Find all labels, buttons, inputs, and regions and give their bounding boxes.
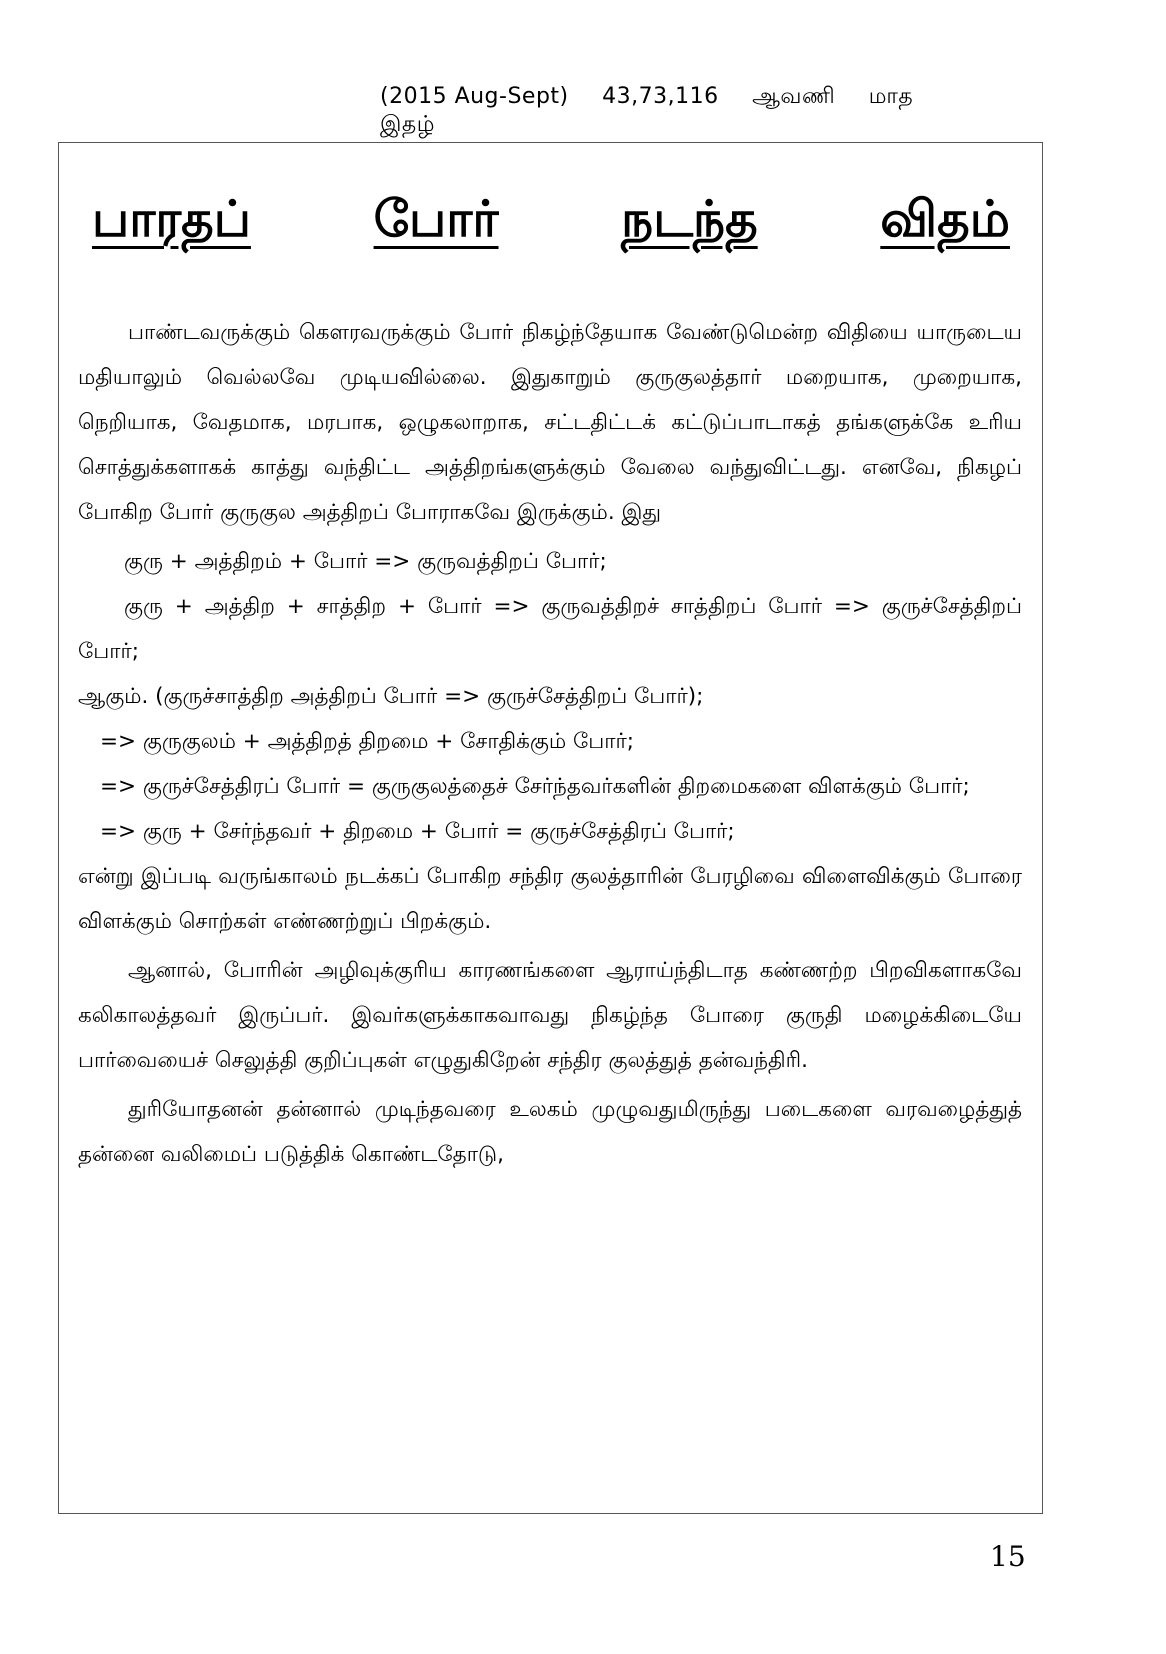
title-word-1: பாரதப் bbox=[92, 190, 251, 248]
issue-date: (2015 Aug-Sept) bbox=[380, 84, 569, 109]
paragraph-3: ஆனால், போரின் அழிவுக்குரிய காரணங்களை ஆராய்ந்திடாத கண்ணற்ற பிறவிகளாகவே கலிகாலத்தவர் இருப்பர். இவர்களுக்காகவாவது நிகழ்ந்த போரை குருதி மழைக்கிடையே பார்வையைச் செலுத்தி குறிப்புகள் எழுதுகிறேன் சந்திர குலத்துத் தன்வந்திரி. bbox=[78, 958, 1022, 1073]
article-title bbox=[92, 190, 1010, 255]
issue-label-magazine: இதழ் bbox=[380, 112, 435, 137]
derivation-line-6: => குரு + சேர்ந்தவர் + திறமை + போர் = குருச்சேத்திரப் போர்; bbox=[100, 819, 735, 844]
derivation-line-2: குரு + அத்திற + சாத்திற + போர் => குருவத்திறச் சாத்திறப் போர் => குருச்சேத்திறப் போர்; bbox=[78, 594, 1022, 664]
title-word-2: போர் bbox=[373, 190, 499, 248]
issue-header bbox=[380, 84, 1020, 140]
issue-label-monthly: மாத bbox=[868, 84, 914, 109]
derivation-line-4: => குருகுலம் + அத்திறத் திறமை + சோதிக்கும் போர்; bbox=[100, 729, 635, 754]
paragraph-1: பாண்டவருக்கும் கௌரவருக்கும் போர் நிகழ்ந்தேயாக வேண்டுமென்ற விதியை யாருடைய மதியாலும் வெல்லவே முடியவில்லை. இதுகாறும் குருகுலத்தார் மறையாக, முறையாக, நெறியாக, வேதமாக, மரபாக, ஒழுகலாறாக, சட்டதிட்டக் கட்டுப்பாடாகத் தங்களுக்கே உரிய சொத்துக்களாகக் காத்து வந்திட்ட அத்திறங்களுக்கும் வேலை வந்துவிட்டது. எனவே, நிகழப் போகிற போர் குருகுல அத்திறப் போராகவே இருக்கும். இது bbox=[78, 320, 1022, 525]
issue-month: ஆவணி bbox=[752, 84, 836, 109]
issue-number: 43,73,116 bbox=[602, 84, 719, 109]
page-number: 15 bbox=[990, 1540, 1026, 1573]
title-word-3: நடந்த bbox=[621, 190, 758, 248]
derivation-line-5: => குருச்சேத்திரப் போர் = குருகுலத்தைச் சேர்ந்தவர்களின் திறமைகளை விளக்கும் போர்; bbox=[100, 774, 970, 799]
paragraph-2: என்று இப்படி வருங்காலம் நடக்கப் போகிற சந்திர குலத்தாரின் பேரழிவை விளைவிக்கும் போரை விளக்கும் சொற்கள் எண்ணற்றுப் பிறக்கும். bbox=[78, 864, 1022, 934]
article-body bbox=[78, 310, 1022, 1177]
derivation-line-1: குரு + அத்திறம் + போர் => குருவத்திறப் போர்; bbox=[124, 549, 607, 574]
title-word-4: விதம் bbox=[880, 190, 1010, 248]
derivation-line-3: ஆகும். (குருச்சாத்திற அத்திறப் போர் => குருச்சேத்திறப் போர்); bbox=[78, 684, 704, 709]
paragraph-4: துரியோதனன் தன்னால் முடிந்தவரை உலகம் முழுவதுமிருந்து படைகளை வரவழைத்துத் தன்னை வலிமைப் படுத்திக் கொண்டதோடு, bbox=[78, 1097, 1022, 1167]
